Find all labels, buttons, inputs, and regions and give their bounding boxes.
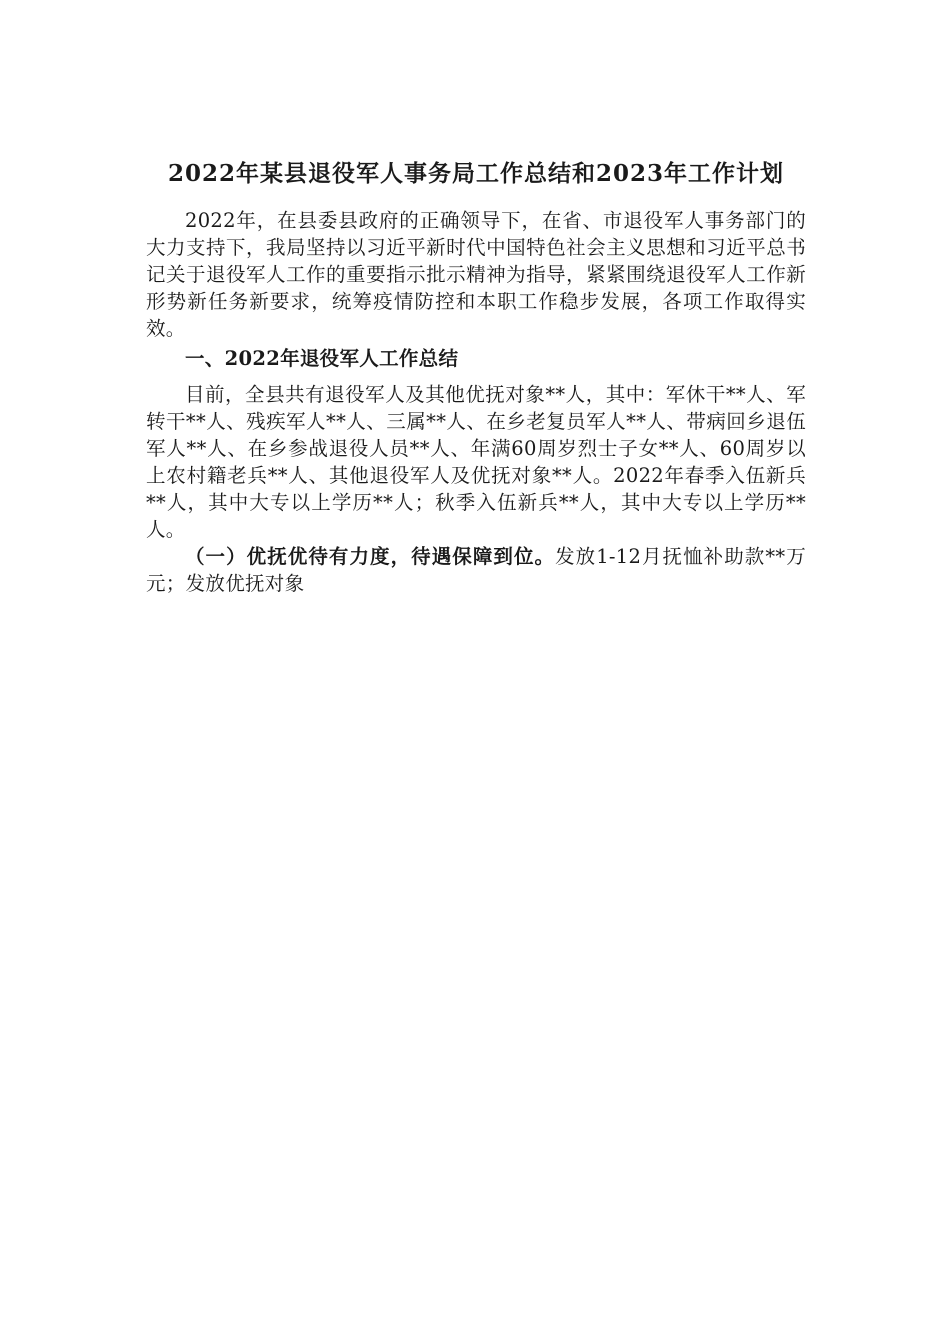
section-paragraph: 目前，全县共有退役军人及其他优抚对象**人，其中：军休干**人、军转干**人、残疾军人**人、三属**人、在乡老复员军人**人、带病回乡退伍军人**人、在乡参战退役人员**人、年满60周岁烈士子女**人、60周岁以上农村籍老兵**人、其他退役军人及优抚对象**人。2022年春季入伍新兵**人，其中大专以上学历**人；秋季入伍新兵**人，其中大专以上学历**人。 (146, 383, 806, 541)
intro-paragraph: 2022年，在县委县政府的正确领导下，在省、市退役军人事务部门的大力支持下，我局坚持以习近平新时代中国特色社会主义思想和习近平总书记关于退役军人工作的重要指示批示精神为指导，紧紧围绕退役军人工作新形势新任务新要求，统筹疫情防控和本职工作稳步发展，各项工作取得实效。 (146, 209, 806, 340)
subsection-paragraph (146, 543, 806, 597)
subsection-heading: （一）优抚优待有力度，待遇保障到位。 (185, 545, 556, 568)
section-heading: 一、2022年退役军人工作总结 (185, 347, 459, 370)
document-title: 2022年某县退役军人事务局工作总结和2023年工作计划 (167, 160, 785, 187)
subsection-body: 发放1-12月抚恤补助款**万元；发放优抚对象 (146, 545, 807, 595)
